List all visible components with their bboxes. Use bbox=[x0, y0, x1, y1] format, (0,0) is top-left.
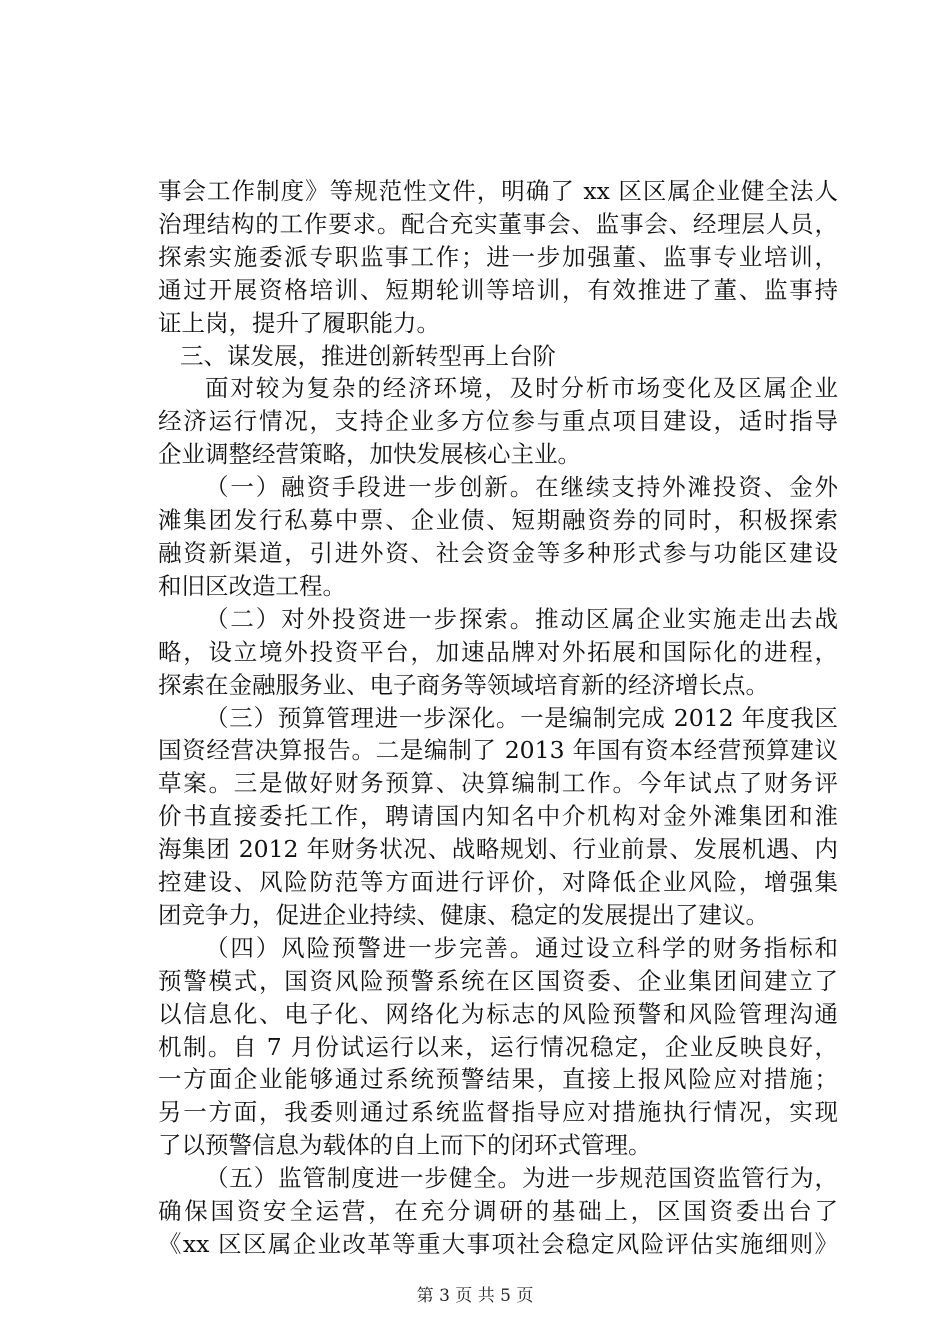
page-number-footer: 第 3 页 共 5 页 bbox=[416, 1286, 534, 1306]
text-line: 通过开展资格培训、短期轮训等培训，有效推进了董、监事持 bbox=[158, 276, 838, 304]
text-line: 控建设、风险防范等方面进行评价，对降低企业风险，增强集 bbox=[158, 868, 838, 896]
text-line: 略，设立境外投资平台，加速品牌对外拓展和国际化的进程， bbox=[158, 638, 838, 666]
text-line: 一方面企业能够通过系统预警结果，直接上报风险应对措施； bbox=[158, 1065, 838, 1093]
text-line: 治理结构的工作要求。配合充实董事会、监事会、经理层人员， bbox=[158, 210, 838, 238]
text-line: 确保国资安全运营，在充分调研的基础上，区国资委出台了 bbox=[158, 1197, 838, 1225]
text-line: 《xx 区区属企业改革等重大事项社会稳定风险评估实施细则》 bbox=[158, 1230, 838, 1258]
text-line: 团竞争力，促进企业持续、健康、稳定的发展提出了建议。 bbox=[158, 901, 769, 929]
text-line: 和旧区改造工程。 bbox=[158, 572, 346, 600]
text-line: 面对较为复杂的经济环境，及时分析市场变化及区属企业 bbox=[205, 374, 838, 402]
text-line: （一）融资手段进一步创新。在继续支持外滩投资、金外 bbox=[205, 473, 838, 501]
text-line: （二）对外投资进一步探索。推动区属企业实施走出去战 bbox=[205, 605, 838, 633]
text-line: 经济运行情况，支持企业多方位参与重点项目建设，适时指导 bbox=[158, 407, 838, 435]
text-line: 价书直接委托工作，聘请国内知名中介机构对金外滩集团和淮 bbox=[158, 802, 838, 830]
text-line: 国资经营决算报告。二是编制了 2013 年国有资本经营预算建议 bbox=[158, 736, 838, 764]
text-line: 融资新渠道，引进外资、社会资金等多种形式参与功能区建设 bbox=[158, 539, 838, 567]
text-line: 草案。三是做好财务预算、决算编制工作。今年试点了财务评 bbox=[158, 769, 838, 797]
text-line: 预警模式，国资风险预警系统在区国资委、企业集团间建立了 bbox=[158, 967, 838, 995]
text-line: 了以预警信息为载体的自上而下的闭环式管理。 bbox=[158, 1131, 652, 1159]
text-line: 另一方面，我委则通过系统监督指导应对措施执行情况，实现 bbox=[158, 1098, 838, 1126]
text-line: 机制。自 7 月份试运行以来，运行情况稳定，企业反映良好， bbox=[158, 1033, 838, 1061]
text-line: 事会工作制度》等规范性文件，明确了 xx 区区属企业健全法人 bbox=[158, 177, 838, 205]
text-line: 探索实施委派专职监事工作；进一步加强董、监事专业培训， bbox=[158, 243, 838, 271]
text-line: 以信息化、电子化、网络化为标志的风险预警和风险管理沟通 bbox=[158, 1000, 838, 1028]
text-line: 海集团 2012 年财务状况、战略规划、行业前景、发展机遇、内 bbox=[158, 835, 838, 863]
text-line: 企业调整经营策略，加快发展核心主业。 bbox=[158, 440, 581, 468]
text-line: （三）预算管理进一步深化。一是编制完成 2012 年度我区 bbox=[205, 704, 838, 732]
section-heading: 三、谋发展，推进创新转型再上台阶 bbox=[180, 342, 556, 370]
text-line: 探索在金融服务业、电子商务等领域培育新的经济增长点。 bbox=[158, 671, 769, 699]
text-line: 证上岗，提升了履职能力。 bbox=[158, 309, 440, 337]
text-line: 滩集团发行私募中票、企业债、短期融资券的同时，积极探索 bbox=[158, 506, 838, 534]
text-line: （四）风险预警进一步完善。通过设立科学的财务指标和 bbox=[205, 934, 838, 962]
text-line: （五）监管制度进一步健全。为进一步规范国资监管行为， bbox=[205, 1164, 838, 1192]
